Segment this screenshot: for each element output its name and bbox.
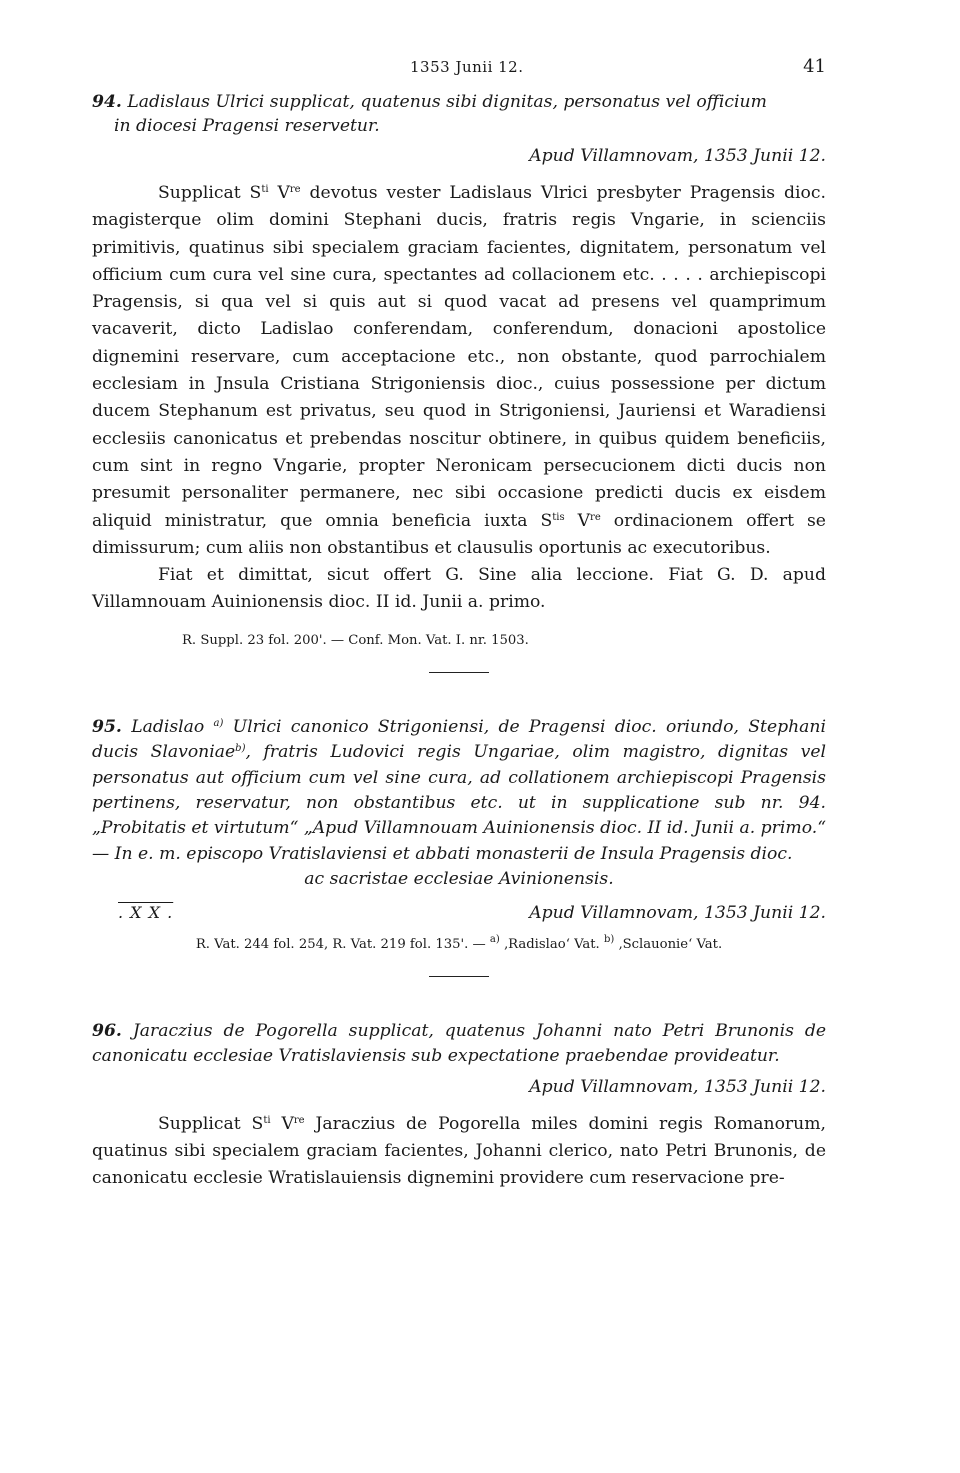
entry-95 [92, 715, 826, 952]
text-run: ‚Sclauonie‘ Vat. [614, 936, 723, 952]
footnote-mark: b) [235, 743, 246, 755]
footnote-mark: a) [489, 933, 500, 945]
superscript: re [293, 1114, 305, 1126]
place-date: Apud Villamnovam, 1353 Junii 12. [529, 146, 826, 166]
place-date: Apud Villamnovam, 1353 Junii 12. [529, 1076, 826, 1097]
section-divider [429, 672, 489, 673]
running-head [92, 58, 826, 90]
executors-line-2: ac sacristae ecclesiae Avinionensis. [304, 869, 614, 890]
document-page [92, 58, 826, 1192]
grant-paragraph: Fiat et dimittat, sicut offert G. Sine alia leccione. Fiat G. D. apud Villamnouam Auinionensis dioc. II id. Junii a. primo. [92, 565, 826, 613]
text-run: V [268, 183, 290, 203]
text-run: , fratris Ludovici regis Ungariae, olim magistro, dignitas vel personatus aut officium cum vel sine cura, ad collationem archiepiscopi Pragensis pertinens, reservatur, non obstantibus etc. ut in supplicatione sub nr. 94. „Probitatis et virtutum“ „Apud Villamnouam Auinionensis dioc. II id. Junii a. primo.“ [92, 742, 826, 839]
entry-94-body [92, 180, 826, 617]
superscript: tis [552, 511, 565, 523]
text-run: Ulrici canonico Strigoniensi, de Pragensi dioc. oriundo, Stephani ducis Slavoniae [92, 716, 826, 763]
entry-94 [92, 90, 826, 648]
place-date: Apud Villamnovam, 1353 Junii 12. [529, 902, 826, 923]
entry-96 [92, 1019, 826, 1193]
regest-text: Jaraczius de Pogorella supplicat, quatenus Johanni nato Petri Brunonis de canonicatu ecclesiae Vratislaviensis sub expectatione praebendae provideatur. [92, 1020, 826, 1066]
superscript: ti [261, 184, 269, 195]
text-run: ‚Radislao‘ Vat. [499, 936, 604, 952]
entry-number: 95. [92, 716, 122, 737]
stamp-and-date [92, 903, 826, 923]
text-run: Supplicat S [158, 1113, 264, 1134]
regest-line-1: Ladislaus Ulrici supplicat, quatenus sibi dignitas, personatus vel officium [127, 92, 767, 112]
page-number: 41 [803, 56, 826, 77]
text-run: Jaraczius de Pogorella miles domini regis Romanorum, quatinus sibi specialem graciam facientes, Johanni clerico, nato Petri Brunonis, de canonicatu ecclesie Wratislauiensis dignemini providere cum reservacione pre- [92, 1113, 826, 1189]
superscript: ti [263, 1114, 271, 1126]
text-run: Supplicat S [158, 183, 262, 203]
entry-95-regest [92, 715, 826, 893]
text-run: V [564, 510, 591, 531]
entry-96-regest [92, 1019, 826, 1069]
entry-94-regest [92, 90, 826, 138]
supplication-paragraph [92, 180, 826, 562]
text-run: R. Vat. 244 fol. 254, R. Vat. 219 fol. 135'. — [195, 936, 490, 952]
superscript: re [590, 511, 601, 523]
running-title: 1353 Junii 12. [410, 58, 524, 76]
entry-96-body [92, 1111, 826, 1193]
text-run: V [270, 1113, 294, 1134]
registry-stamp: . X X . [118, 902, 174, 922]
footnote-mark: a) [213, 717, 224, 729]
source-note [92, 933, 826, 952]
entry-number: 96. [92, 1020, 122, 1041]
supplication-paragraph [92, 1111, 826, 1193]
text-run: devotus vester Ladislaus Vlrici presbyter Pragensis dioc. magisterque olim domini Stephani ducis, fratris regis Vngarie, in scienciis primitivis, quatinus sibi specialem graciam facientes, dignitatem, personatum vel officium cum cura vel sine cura, spectantes ad collacionem etc. . . . . archiepiscopi Pragensis, si qua vel si quis aut si quod vacat ad presens vel quamprimum vacaverit, dicto Ladislao conferendam, conferendum, donacioni apostolice dignemini reservare, cum acceptacione etc., non obstante, quod parrochialem ecclesiam in Jnsula Cristiana Strigoniensis dioc., cuius possessione per dictum ducem Stephanum est privatus, seu quod in Strigoniensi, Jauriensi et Waradiensi ecclesiis canonicatus et prebendas noscitur obtinere, in quibus quidem beneficiis, cum sint in regno Vngarie, propter Neronicam persecucionem dicti ducis non presumit personaliter permanere, nec sibi occasione predicti ducis ex eisdem aliquid ministratur, que omnia beneficia iuxta S [92, 183, 826, 531]
footnote-mark: b) [603, 933, 615, 945]
text-run: ordinacionem offert se dimissurum; cum aliis non obstantibus et clausulis oportunis ac executoribus. [92, 510, 826, 558]
section-divider [429, 976, 489, 977]
text-run: Ladislao [131, 716, 214, 737]
superscript: re [289, 184, 301, 195]
executors-line: — In e. m. episcopo Vratislaviensi et abbati monasterii de Insula Pragensis dioc. [92, 843, 793, 864]
regest-line-2: in diocesi Pragensi reservetur. [114, 116, 380, 136]
source-note: R. Suppl. 23 fol. 200'. — Conf. Mon. Vat. I. nr. 1503. [182, 632, 529, 648]
entry-number: 94. [92, 92, 122, 112]
